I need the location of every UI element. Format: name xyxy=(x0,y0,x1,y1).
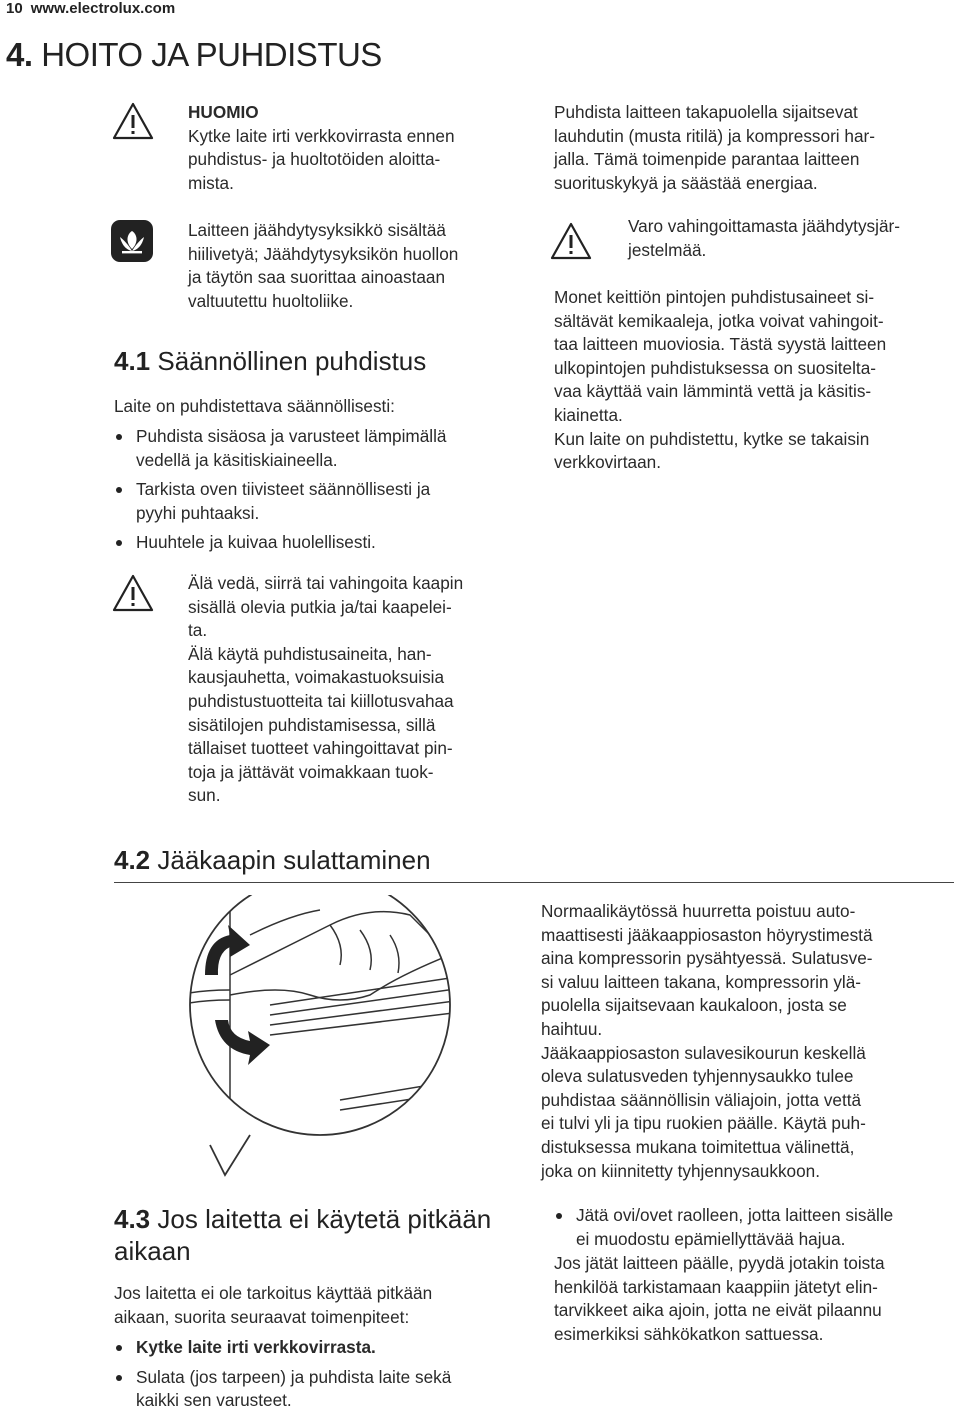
refrigerant-line: Laitteen jäähdytysyksikkö sisältää xyxy=(188,220,446,240)
text-line: Monet keittiön pintojen puhdistusaineet si- xyxy=(554,287,875,307)
text-line: si valuu laitteen takana, kompressorin ylä- xyxy=(541,971,862,992)
s43-intro xyxy=(114,1282,534,1329)
flammable-refrigerant-icon xyxy=(110,219,154,263)
warning-line: tällaiset tuotteet vahingoittavat pin- xyxy=(188,738,453,759)
text-line: puhdistaa säännöllisin väliajoin, jotta vettä xyxy=(541,1089,862,1110)
defrost-drain-illustration xyxy=(170,895,510,1195)
text-line: haihtuu. xyxy=(541,1018,603,1039)
subsection-title: Säännöllinen puhdistus xyxy=(150,346,427,376)
door-ajar-bullet-list xyxy=(554,1204,954,1257)
warning-line: ta. xyxy=(188,620,208,641)
text-line: jalla. Tämä toimenpide parantaa laitteen xyxy=(554,149,860,170)
list-item: Puhdista sisäosa ja varusteet lämpimällä vedellä ja käsitiskiaineella. xyxy=(114,425,534,472)
warning-line: sisällä olevia putkia ja/tai kaapelei- xyxy=(188,596,452,617)
text-line: ulkopintojen puhdistuksessa on suositelta- xyxy=(554,357,876,378)
s41-bullet-list xyxy=(114,425,534,561)
section-title-text: HOITO JA PUHDISTUS xyxy=(41,36,382,73)
refrigerant-line: ja täytön saa suorittaa ainoastaan xyxy=(188,267,446,288)
list-item: Kytke laite irti verkkovirrasta. xyxy=(114,1336,534,1360)
warning-line: Älä käytä puhdistusaineita, han- xyxy=(188,643,432,664)
text-line: aina kompressorin pysähtyessä. Sulatusve- xyxy=(541,948,873,969)
warning-triangle-icon xyxy=(112,574,154,612)
leave-on-note xyxy=(554,1252,954,1346)
page-number: 10 xyxy=(6,0,23,17)
caution-line: Kytke laite irti verkkovirrasta ennen xyxy=(188,125,455,146)
text-line: vaa käyttää vain lämmintä vettä ja käsitis- xyxy=(554,381,872,402)
s41-warning xyxy=(188,572,528,808)
s43-bullet-list xyxy=(114,1336,534,1419)
text-line: distuksessa mukana toimitettua välinettä, xyxy=(541,1136,855,1157)
warning-triangle-icon xyxy=(550,222,592,260)
text-line: kiainetta. xyxy=(554,404,623,425)
subsection-title: Jos laitetta ei käytetä pitkään xyxy=(150,1204,492,1234)
text-line: joka on kiinnitetty tyhjennysaukkoon. xyxy=(541,1160,820,1181)
list-item: Tarkista oven tiivisteet säännöllisesti ja pyyhi puhtaaksi. xyxy=(114,478,534,525)
text-line: tarvikkeet aika ajoin, jotta ne eivät pilaannu xyxy=(554,1300,882,1321)
warning-line: jestelmää. xyxy=(628,239,707,260)
text-line: oleva sulatusveden tyhjennysaukko tulee xyxy=(541,1066,854,1087)
subsection-title: aikaan xyxy=(114,1236,191,1266)
condenser-cleaning-note xyxy=(554,101,954,195)
text-line: henkilöä tarkistamaan kaappiin jätetyt elin- xyxy=(554,1276,878,1297)
text-line: ei tulvi yli ja tipu ruokien päälle. Käytä puh- xyxy=(541,1113,866,1134)
refrigerant-line: valtuutettu huoltoliike. xyxy=(188,290,354,311)
section-number: 4. xyxy=(6,36,33,73)
warning-line: Varo vahingoittamasta jäähdytysjär- xyxy=(628,216,900,236)
text-line: verkkovirtaan. xyxy=(554,452,661,473)
warning-triangle-icon xyxy=(112,102,154,140)
subsection-number: 4.3 xyxy=(114,1204,151,1234)
warning-line: sisätilojen puhdistamisessa, sillä xyxy=(188,714,436,735)
site-url: www.electrolux.com xyxy=(30,0,176,17)
caution-block xyxy=(188,101,528,195)
refrigerant-note xyxy=(188,219,528,313)
caution-line: puhdistus- ja huoltotöiden aloitta- xyxy=(188,149,441,170)
list-item: Sulata (jos tarpeen) ja puhdista laite sekä kaikki sen varusteet. xyxy=(114,1366,534,1413)
warning-line: toja ja jättävät voimakkaan tuok- xyxy=(188,761,434,782)
section-title xyxy=(6,36,382,74)
text-line: Jääkaappiosaston sulavesikourun keskellä xyxy=(541,1042,866,1063)
text-line: Normaalikäytössä huurretta poistuu auto- xyxy=(541,901,856,921)
section-divider xyxy=(114,882,954,883)
text-line: Jos jätät laitteen päälle, pyydä jotakin toista xyxy=(554,1253,885,1273)
text-line: taa laitteen muoviosia. Tästä syystä laitteen xyxy=(554,334,887,355)
text-line: Puhdista laitteen takapuolella sijaitsevat xyxy=(554,102,858,122)
subsection-4-2-heading xyxy=(114,845,431,876)
refrigerant-line: hiilivetyä; Jäähdytysyksikön huollon xyxy=(188,243,459,264)
subsection-number: 4.1 xyxy=(114,346,151,376)
page-header xyxy=(6,0,175,17)
text-line: Jos laitetta ei ole tarkoitus käyttää pitkään xyxy=(114,1283,433,1303)
text-line: lauhdutin (musta ritilä) ja kompressori har- xyxy=(554,125,875,146)
text-line: sältävät kemikaaleja, jotka voivat vahingoit- xyxy=(554,310,884,331)
text-line: aikaan, suorita seuraavat toimenpiteet: xyxy=(114,1306,410,1327)
text-line: maattisesti jääkaappiosaston höyrystimestä xyxy=(541,924,873,945)
warning-line: kausjauhetta, voimakastuoksuisia xyxy=(188,667,445,688)
defrost-description xyxy=(541,900,953,1183)
caution-line: mista. xyxy=(188,172,234,193)
warning-line: Älä vedä, siirrä tai vahingoita kaapin xyxy=(188,573,464,593)
text-line: Kun laite on puhdistettu, kytke se takaisin xyxy=(554,428,870,449)
subsection-4-1-heading xyxy=(114,346,426,377)
subsection-title: Jääkaapin sulattaminen xyxy=(150,845,431,875)
list-item: Jätä ovi/ovet raolleen, jotta laitteen sisälle ei muodostu epämiellyttävää hajua. xyxy=(554,1204,954,1251)
subsection-number: 4.2 xyxy=(114,845,151,875)
text-line: esimerkiksi sähkökatkon sattuessa. xyxy=(554,1323,824,1344)
cooling-system-warning xyxy=(628,215,948,262)
text-line: puolella sijaitsevaan kaukaloon, josta se xyxy=(541,995,847,1016)
warning-line: sun. xyxy=(188,785,221,806)
warning-line: puhdistustuotteita tai kiillotusvahaa xyxy=(188,690,454,711)
caution-title: HUOMIO xyxy=(188,102,259,122)
detergent-note xyxy=(554,286,954,475)
list-item: Huuhtele ja kuivaa huolellisesti. xyxy=(114,531,534,555)
subsection-4-3-heading xyxy=(114,1203,491,1267)
s41-intro: Laite on puhdistettava säännöllisesti: xyxy=(114,396,395,416)
text-line: suorituskykyä ja säästää energiaa. xyxy=(554,172,818,193)
